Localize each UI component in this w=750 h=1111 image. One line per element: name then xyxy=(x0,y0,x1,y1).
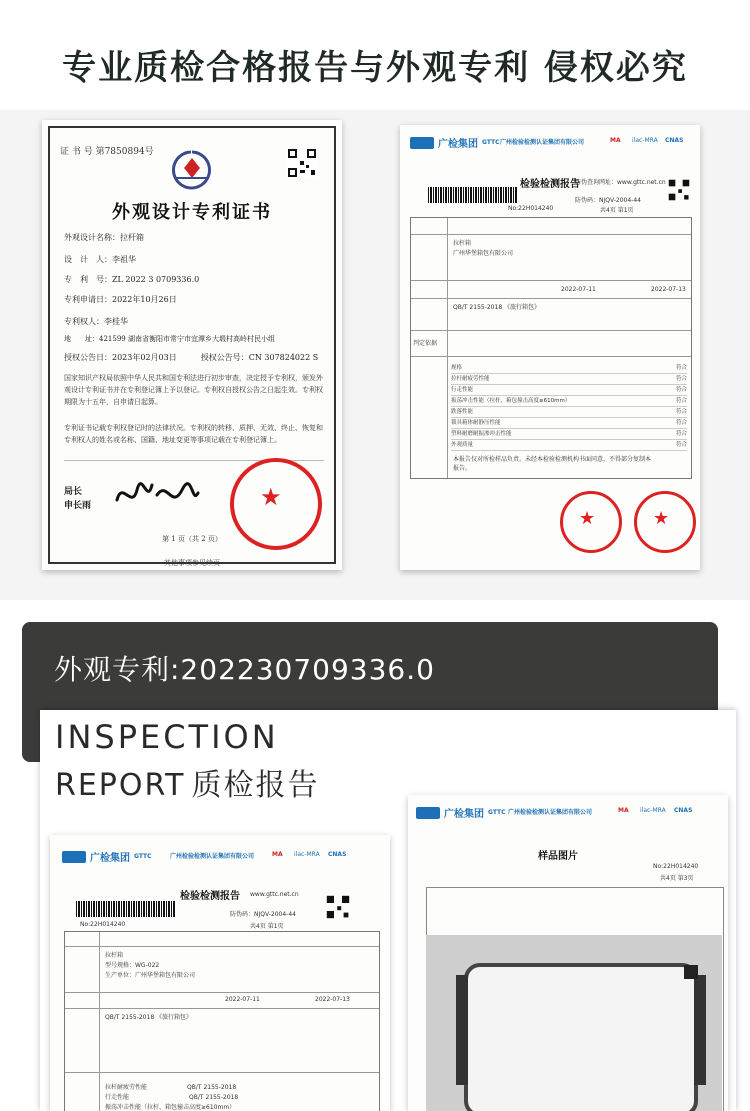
headline: 专业质检合格报告与外观专利 侵权必究 xyxy=(62,48,688,88)
sample-photo xyxy=(426,935,722,1111)
report-page: 共4页 第1页 xyxy=(250,923,284,930)
test-item: 拉杆耐疲劳性能 xyxy=(451,376,490,382)
gttc-logo-icon xyxy=(410,137,434,149)
cert-row-designer xyxy=(64,254,136,265)
row-value: ZL 2022 3 0709336.0 xyxy=(112,275,200,284)
report-word: REPORT xyxy=(55,768,186,803)
report-table xyxy=(410,217,692,479)
row-value: 李桂华 xyxy=(104,317,128,326)
badge-ilac: ilac-MRA xyxy=(294,851,320,858)
test-item-row xyxy=(451,363,687,374)
test-item: 拉杆耐疲劳性能 xyxy=(105,1084,148,1091)
test-std: QB/T 2155-2018 xyxy=(187,1084,237,1091)
badge-ma: MA xyxy=(610,137,621,144)
certificate-number: 证 书 号 第7850894号 xyxy=(60,147,154,157)
model: 型号规格：WG-022 xyxy=(105,962,160,969)
test-item: 规格 xyxy=(451,365,463,371)
badge-ilac: ilac-MRA xyxy=(632,137,658,144)
sample-unit: 广州华堡箱包有限公司 xyxy=(453,250,514,257)
test-item: 振荡冲击性能（拉杆、箱包撞击高度≥610mm） xyxy=(451,398,571,404)
test-result: 符合 xyxy=(675,376,687,382)
test-item: 振荡冲击性能（拉杆、箱包撞击高度≥610mm） xyxy=(105,1104,236,1111)
row-label: 专利申请日： xyxy=(64,295,112,304)
inspection-heading-line1: INSPECTION xyxy=(55,718,279,756)
org-name: 广州检验检测认证集团有限公司 xyxy=(170,853,255,860)
table-row xyxy=(65,992,379,993)
group-en: GTTC xyxy=(482,139,500,146)
report-note: 本报告仅对所检样品负责。未经本检验检测机构书面同意，不得部分复制本报告。 xyxy=(453,456,652,472)
certificate-title: 外观设计专利证书 xyxy=(112,202,272,223)
seal-emblem-icon: ★ xyxy=(260,483,282,511)
patent-office-emblem-icon xyxy=(162,148,222,190)
test-row xyxy=(105,1082,236,1091)
cert-row-name xyxy=(64,232,144,243)
sample-photo-title: 样品图片 xyxy=(538,851,578,862)
patent-number-text: 外观专利:202230709336.0 xyxy=(54,653,435,686)
test-item: 行走性能 xyxy=(105,1094,130,1101)
qr-code-icon xyxy=(668,179,690,201)
inspection-report-top xyxy=(400,125,700,570)
report-number: No:22H014240 xyxy=(80,921,126,928)
gttc-logo xyxy=(410,135,500,150)
test-result: 符合 xyxy=(675,420,687,426)
org-name: 广州检验检测认证集团有限公司 xyxy=(500,139,585,146)
luggage-photo xyxy=(426,935,722,1111)
cert-paragraph-2: 专利证书记载专利权登记时的法律状况。专利权的转移、质押、无效、终止、恢复和专利权人的姓名或名称、国籍、地址变更等事项记载在专利登记簿上。 xyxy=(64,424,323,444)
seal-star-icon: ★ xyxy=(579,508,596,529)
test-result: 符合 xyxy=(675,387,687,393)
test-item: 塑料耐磨耐振渗冲击性能 xyxy=(451,431,512,437)
table-row xyxy=(65,1008,379,1009)
qr-code-icon xyxy=(326,895,350,919)
test-result: 符合 xyxy=(675,398,687,404)
sample-name: 拉杆箱 xyxy=(105,952,124,959)
date-end: 2022-07-13 xyxy=(315,996,350,1003)
table-row xyxy=(411,298,691,299)
date-start: 2022-07-11 xyxy=(225,996,260,1003)
fake-code: 防伪码：NJQV-2004-44 xyxy=(230,911,296,918)
cert-row-grant-date xyxy=(64,352,318,363)
row-label: 专 利 号： xyxy=(64,275,112,284)
gttc-logo-icon xyxy=(62,851,86,863)
test-item: 外观质量 xyxy=(451,442,474,448)
website: www.gttc.net.cn xyxy=(250,891,299,898)
barcode xyxy=(76,901,176,917)
sample-name: 拉杆箱 xyxy=(453,240,472,247)
items-list xyxy=(451,363,687,451)
org-name: 广州检验检测认证集团有限公司 xyxy=(508,809,593,816)
test-item-row xyxy=(451,385,687,396)
table-row xyxy=(411,330,691,331)
gttc-logo-icon xyxy=(416,807,440,819)
table-col xyxy=(99,932,100,1111)
group-name: 广检集团 xyxy=(444,809,484,820)
test-result: 符合 xyxy=(675,409,687,415)
row-value: 拉杆箱 xyxy=(120,233,144,242)
test-item: 行走性能 xyxy=(451,387,474,393)
standard: QB/T 2155-2018 《旅行箱包》 xyxy=(105,1014,193,1021)
group-en: GTTC xyxy=(134,853,152,860)
row-label: 设 计 人： xyxy=(64,255,112,264)
report-page: 共4页 第1页 xyxy=(600,207,634,214)
handwritten-signature xyxy=(112,475,202,515)
maker: 生产单位：广州华堡箱包有限公司 xyxy=(105,972,196,979)
report-page: 共4页 第3页 xyxy=(660,875,694,882)
table-row xyxy=(411,280,691,281)
row-value: CN 307824022 S xyxy=(248,353,319,362)
qr-code-icon xyxy=(287,148,317,178)
badge-cnas: CNAS xyxy=(328,851,347,858)
test-item-row xyxy=(451,429,687,440)
badge-cnas: CNAS xyxy=(665,137,684,144)
table-row xyxy=(411,234,691,235)
certificate-footer: 其他事项参见续页 xyxy=(164,559,220,567)
row-value: 421599 湖南省衡阳市常宁市宜潭乡大塅村高岭村民小组 xyxy=(99,335,275,343)
group-en: GTTC xyxy=(488,809,506,816)
cert-paragraph-1: 国家知识产权局依照中华人民共和国专利法进行初步审查，决定授予专利权，颁发外观设计专利证书并在专利登记簿上予以登记。专利权自授权公告之日起生效。专利权期限为十五年，自申请日起算。 xyxy=(64,374,323,406)
cert-row-apply-date xyxy=(64,294,177,305)
test-std: QB/T 2155-2018 xyxy=(189,1094,239,1101)
test-item-row xyxy=(451,374,687,385)
gttc-logo xyxy=(62,849,152,864)
test-result: 符合 xyxy=(675,431,687,437)
inspection-cn: 质检报告 xyxy=(191,768,320,803)
table-row xyxy=(411,356,691,357)
cert-row-address xyxy=(64,334,275,344)
row-label: 外观设计名称： xyxy=(64,233,120,242)
report-number: No:22H014240 xyxy=(508,205,554,212)
row-label: 授权公告日： xyxy=(64,353,112,362)
test-item-row xyxy=(451,418,687,429)
inspection-report-bottom-left xyxy=(50,835,390,1111)
row-label: 专利权人： xyxy=(64,317,104,326)
inspection-heading-line2 xyxy=(55,760,320,804)
test-item-row xyxy=(451,407,687,418)
row-label: 授权公告号： xyxy=(200,353,249,362)
label: 防伪查询网址： xyxy=(575,179,618,186)
test-row xyxy=(105,1092,238,1101)
table-row xyxy=(65,946,379,947)
seal-star-icon: ★ xyxy=(653,508,670,529)
badge-ma: MA xyxy=(272,851,283,858)
conclusion-label: 判定依据 xyxy=(413,340,438,347)
fake-code: 防伪码：NJQV-2004-44 xyxy=(575,197,641,204)
patent-certificate xyxy=(42,120,342,570)
anti-fake-label xyxy=(575,177,666,186)
test-result: 符合 xyxy=(675,365,687,371)
cert-row-patent-no xyxy=(64,274,199,285)
group-name: 广检集团 xyxy=(438,139,478,150)
date-start: 2022-07-11 xyxy=(561,286,596,293)
cert-row-owner xyxy=(64,316,128,327)
test-item-row xyxy=(451,396,687,407)
barcode xyxy=(428,187,518,203)
table-row xyxy=(65,1072,379,1073)
badge-ma: MA xyxy=(618,807,629,814)
row-value: 李祖华 xyxy=(112,255,136,264)
report-title: 检验检测报告 xyxy=(180,891,240,902)
inspection-report-bottom-right xyxy=(408,795,728,1111)
report-number: No:22H014240 xyxy=(653,863,699,870)
report-title: 检验检测报告 xyxy=(520,179,580,190)
standard: QB/T 2155-2018 《旅行箱包》 xyxy=(453,304,541,311)
gttc-logo xyxy=(416,805,506,820)
row-label: 地 址： xyxy=(64,335,99,343)
test-result: 符合 xyxy=(675,442,687,448)
signature-title: 局长 xyxy=(64,487,83,497)
badge-ilac: ilac-MRA xyxy=(640,807,666,814)
row-value: 2022年10月26日 xyxy=(112,295,177,304)
group-name: 广检集团 xyxy=(90,853,130,864)
report-table xyxy=(64,931,380,1111)
signature-name: 申长雨 xyxy=(64,501,92,511)
table-col xyxy=(447,218,448,478)
test-item: 锁具箱体耐静压性能 xyxy=(451,420,501,426)
date-end: 2022-07-13 xyxy=(651,286,686,293)
test-row xyxy=(105,1102,235,1111)
website: www.gttc.net.cn xyxy=(617,179,666,186)
test-item-row xyxy=(451,440,687,451)
badge-cnas: CNAS xyxy=(674,807,693,814)
certificate-page: 第 1 页（共 2 页） xyxy=(162,535,222,543)
test-item: 跌落性能 xyxy=(451,409,474,415)
row-value: 2023年02月03日 xyxy=(112,353,177,362)
